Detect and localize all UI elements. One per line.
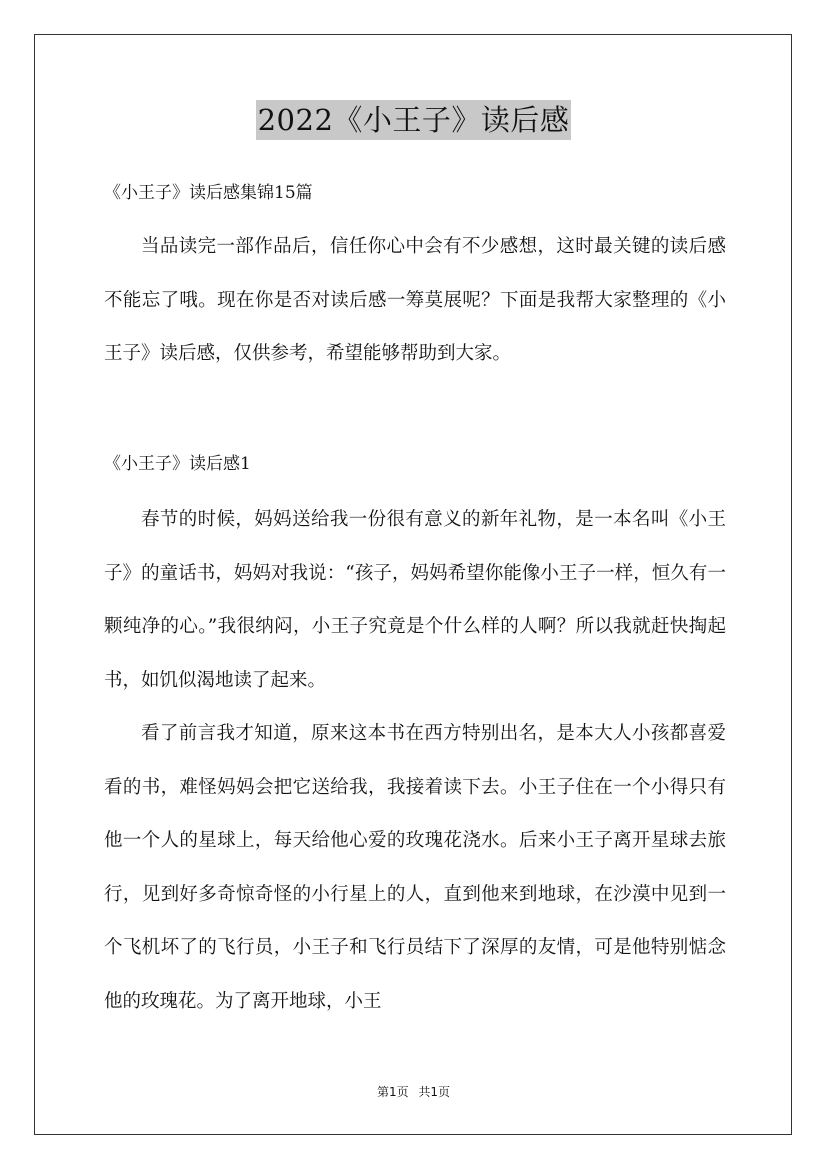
page-footer bbox=[0, 1084, 827, 1100]
page-number-total: 共1页 bbox=[418, 1085, 451, 1099]
body-paragraph-2: 看了前言我才知道，原来这本书在西方特别出名，是本大人小孩都喜爱看的书，难怪妈妈会把它送给我，我接着读下去。小王子住在一个小得只有他一个人的星球上，每天给他心爱的玫瑰花浇水。后来小王子离开星球去旅行，见到好多奇惊奇怪的小行星上的人，直到他来到地球，在沙漠中见到一个飞机坏了的飞行员，小王子和飞行员结下了深厚的友情，可是他特别惦念他的玫瑰花。为了离开地球，小王 bbox=[104, 723, 726, 1012]
section-heading: 《小王子》读后感1 bbox=[104, 454, 251, 474]
document-title: 2022《小王子》读后感 bbox=[256, 100, 572, 140]
page-number-current: 第1页 bbox=[376, 1085, 409, 1099]
intro-paragraph: 当品读完一部作品后，信任你心中会有不少感想，这时最关键的读后感不能忘了哦。现在你是否对读后感一筹莫展呢？下面是我帮大家整理的《小王子》读后感，仅供参考，希望能够帮助到大家。 bbox=[104, 236, 726, 364]
document-subtitle: 《小王子》读后感集锦15篇 bbox=[104, 183, 313, 203]
title-container bbox=[0, 100, 827, 140]
body-paragraph-1: 春节的时候，妈妈送给我一份很有意义的新年礼物，是一本名叫《小王子》的童话书，妈妈对我说：“孩子，妈妈希望你能像小王子一样，恒久有一颗纯净的心。”我很纳闷，小王子究竟是个什么样的人啊？所以我就赶快掏起书，如饥似渴地读了起来。 bbox=[104, 509, 726, 691]
